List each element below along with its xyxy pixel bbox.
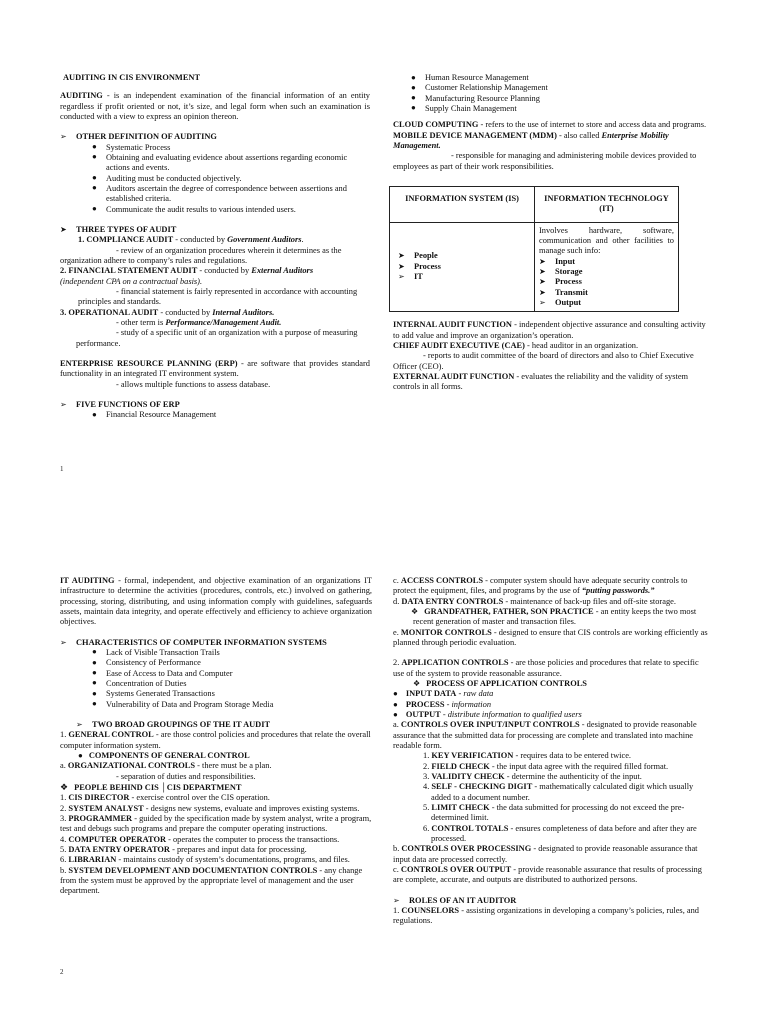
input-check: 1. KEY VERIFICATION - requires data to be entered twice. bbox=[423, 751, 632, 761]
fs-audit: 2. FINANCIAL STATEMENT AUDIT - conducted by External Auditors bbox=[60, 266, 314, 276]
cae-def: CHIEF AUDIT EXECUTIVE (CAE) - head auditor in an organization. bbox=[393, 340, 639, 350]
auditing-definition: AUDITING - is an independent examination of the financial information of an entity regardless if profit oriented or not, it’s size, and legal form when such an examination is conducted with a view to express an opinion thereon. bbox=[60, 91, 370, 121]
input-check: 5. LIMIT CHECK - the data submitted for processing do not exceed the pre-determined limit. bbox=[423, 802, 685, 823]
external-audit-function: EXTERNAL AUDIT FUNCTION - evaluates the reliability and the validity of system controls in all forms. bbox=[393, 371, 689, 392]
people-heading: ❖ PEOPLE BEHIND CIS │CIS DEPARTMENT bbox=[60, 781, 242, 792]
people-item: 2. SYSTEM ANALYST - designs new systems, evaluate and improves existing systems. bbox=[60, 803, 360, 813]
list-item: ● Supply Chain Management bbox=[411, 104, 708, 114]
mdm-def-2: - responsible for managing and administering mobile devices provided to employees as part of their work responsibilities. bbox=[393, 151, 697, 171]
people-item: 1. CIS DIRECTOR - exercise control over the CIS operation. bbox=[60, 793, 270, 803]
operational-audit-other: - other term is Performance/Management Audit. bbox=[116, 317, 282, 327]
page-number: 2 bbox=[60, 968, 64, 976]
other-definitions-heading: ➢ OTHER DEFINITION OF AUDITING bbox=[60, 132, 217, 142]
it-item: Transmit bbox=[555, 287, 588, 297]
erp-definition: ENTERPRISE RESOURCE PLANNING (ERP) - are software that provides standard functionality in an integrated IT environment system. bbox=[60, 358, 370, 379]
data-entry-controls: d. DATA ENTRY CONTROLS - maintenance of back-up files and off-site storage. bbox=[393, 596, 676, 606]
two-groupings-heading: ➢ TWO BROAD GROUPINGS OF THE IT AUDIT bbox=[76, 719, 271, 729]
operational-audit: 3. OPERATIONAL AUDIT - conducted by Internal Auditors. bbox=[60, 307, 275, 317]
it-item: Process bbox=[555, 277, 582, 287]
people-item: 6. LIBRARIAN - maintains custody of system’s documentations, programs, and files. bbox=[60, 855, 350, 865]
page1-right-column bbox=[393, 73, 708, 393]
compliance-audit: 1. COMPLIANCE AUDIT - conducted by Government Auditors. bbox=[78, 235, 304, 245]
process-item: ● PROCESS - information bbox=[393, 699, 492, 709]
list-item: ● Concentration of Duties bbox=[92, 679, 372, 689]
cae-def-2: - reports to audit committee of the board of directors and also to Chief Executive Officer (CEO). bbox=[393, 351, 694, 371]
list-item: ● Auditors ascertain the degree of correspondence between assertions and established criteria. bbox=[92, 184, 370, 205]
five-functions-list bbox=[60, 410, 370, 420]
characteristics-heading: ➢ CHARACTERISTICS OF COMPUTER INFORMATION SYSTEMS bbox=[60, 637, 327, 647]
it-item: Storage bbox=[555, 266, 583, 276]
gfs-practice: ❖ GRANDFATHER, FATHER, SON PRACTICE - an entity keeps the two most recent generation of master and transaction files. bbox=[411, 606, 697, 627]
access-controls: c. ACCESS CONTROLS - computer system should have adequate security controls to protect the equipment, files, and programs by the use of “putting passwords.” bbox=[393, 576, 688, 596]
list-item: ● Obtaining and evaluating evidence about assertions regarding economic actions and events. bbox=[92, 153, 370, 174]
it-auditing-def: IT AUDITING - formal, independent, and objective examination of an organizations IT infrastructure to determine the activities (procedures, controls, etc.) involved on gathering, processing, storing, distributing, and using information comply with guidelines, safeguards assets, maintain data integrity, and operate effectively and efficiency to achieve organization objectives. bbox=[60, 576, 373, 627]
fs-audit-paren: (independent CPA on a contractual basis). bbox=[60, 276, 203, 286]
list-item: ● Financial Resource Management bbox=[92, 410, 370, 420]
section-title: AUDITING IN CIS ENVIRONMENT bbox=[63, 73, 201, 82]
input-check: 6. CONTROL TOTALS - ensures completeness of data before and after they are processed. bbox=[423, 823, 697, 843]
is-items-cell: ➤ People ➤ Process ➢ IT bbox=[390, 222, 535, 312]
operational-audit-desc: - study of a specific unit of an organization with a purpose of measuring performance. bbox=[76, 328, 358, 348]
org-controls: a. ORGANIZATIONAL CONTROLS - there must be a plan. bbox=[60, 761, 272, 771]
is-item: People bbox=[414, 251, 438, 261]
roles-counselors: 1. COUNSELORS - assisting organizations in developing a company’s policies, rules, and regulations. bbox=[393, 905, 699, 926]
cloud-computing-def: CLOUD COMPUTING - refers to the use of internet to store and access data and programs. bbox=[393, 120, 707, 130]
input-check: 4. SELF - CHECKING DIGIT - mathematically calculated digit which usually added to a document number. bbox=[423, 782, 694, 802]
input-check: 2. FIELD CHECK - the input data agree with the required filled format. bbox=[423, 761, 669, 771]
list-item: ● Auditing must be conducted objectively. bbox=[92, 174, 370, 184]
roles-heading: ➢ ROLES OF AN IT AUDITOR bbox=[393, 895, 517, 905]
characteristics-list bbox=[60, 648, 372, 710]
output-controls: c. CONTROLS OVER OUTPUT - provide reasonable assurance that results of processing are complete, accurate, and outputs are distributed to authorized persons. bbox=[393, 864, 702, 885]
list-item: ● Human Resource Management bbox=[411, 73, 708, 83]
system-dev-controls: b. SYSTEM DEVELOPMENT AND DOCUMENTATION CONTROLS - any change from the system must be approved by the appropriate level of management and the user department. bbox=[60, 865, 363, 896]
it-items-cell: Involves hardware, software, communication and other facilities to manage such info: ➤ Input ➤ Storage ➤ Process ➤ Transmit ➢ Output bbox=[535, 222, 679, 312]
processing-controls: b. CONTROLS OVER PROCESSING - designated to provide reasonable assurance that input data are processed correctly. bbox=[393, 844, 698, 864]
mdm-def: MOBILE DEVICE MANAGEMENT (MDM) - also called Enterprise Mobility Management. bbox=[393, 130, 669, 150]
it-item: Input bbox=[555, 256, 576, 266]
fs-audit-desc: - financial statement is fairly represented in accordance with accounting principles and standards. bbox=[78, 286, 358, 307]
is-item: Process bbox=[414, 261, 441, 271]
list-item: ● Systems Generated Transactions bbox=[92, 689, 372, 699]
list-item: ● Systematic Process bbox=[92, 143, 370, 153]
it-item: Output bbox=[555, 297, 582, 307]
input-checks-list bbox=[393, 751, 708, 844]
list-item: ● Communicate the audit results to various intended users. bbox=[92, 205, 370, 215]
is-header: INFORMATION SYSTEM (IS) bbox=[390, 186, 535, 222]
list-item: ● Customer Relationship Management bbox=[411, 83, 708, 93]
process-item: ● OUTPUT - distribute information to qualified users bbox=[393, 709, 582, 719]
org-controls-2: - separation of duties and responsibilities. bbox=[116, 771, 256, 781]
application-controls: 2. APPLICATION CONTROLS - are those policies and procedures that relate to specific use of the system to provide reasonable assurance. bbox=[393, 658, 699, 678]
process-item: ● INPUT DATA - raw data bbox=[393, 689, 494, 699]
other-definitions-list bbox=[60, 143, 370, 215]
list-item: ● Ease of Access to Data and Computer bbox=[92, 669, 372, 679]
list-item: ● Manufacturing Resource Planning bbox=[411, 94, 708, 104]
people-item: 5. DATA ENTRY OPERATOR - prepares and input data for processing. bbox=[60, 844, 307, 854]
input-controls: a. CONTROLS OVER INPUT/INPUT CONTROLS - designated to provide reasonable assurance that the submitted data for processing are complete and translated into machine readable form. bbox=[393, 720, 697, 750]
people-item: 3. PROGRAMMER - guided by the specification made by system analyst, write a program, test and debugs such programs and prepare the computer operating instructions. bbox=[60, 813, 372, 834]
general-control-def: 1. GENERAL CONTROL - are those control policies and procedures that relate the overall computer information system. bbox=[60, 730, 371, 750]
is-item: IT bbox=[414, 272, 423, 282]
page-number: 1 bbox=[60, 465, 64, 473]
three-types-heading: ➤ THREE TYPES OF AUDIT bbox=[60, 224, 177, 234]
list-item: ● Lack of Visible Transaction Trails bbox=[92, 648, 372, 658]
list-item: ● Consistency of Performance bbox=[92, 658, 372, 668]
page2-left-column bbox=[60, 576, 372, 897]
process-heading: ❖ PROCESS OF APPLICATION CONTROLS bbox=[413, 678, 587, 688]
internal-audit-function: INTERNAL AUDIT FUNCTION - independent objective assurance and consulting activity to add value and improve an organization’s operation. bbox=[393, 320, 706, 340]
erp-functions-continued bbox=[393, 73, 708, 114]
compliance-audit-desc: - review of an organization procedures wherein it determines as the organization adhere to company’s rules and regulations. bbox=[60, 245, 342, 265]
input-check: 3. VALIDITY CHECK - determine the authenticity of the input. bbox=[423, 771, 642, 781]
page2-right-column bbox=[393, 576, 708, 927]
it-desc: Involves hardware, software, communication and other facilities to manage such info: bbox=[539, 225, 674, 256]
it-header: INFORMATION TECHNOLOGY (IT) bbox=[535, 186, 679, 222]
monitor-controls: e. MONITOR CONTROLS - designed to ensure that CIS controls are working efficiently as planned through periodic evaluation. bbox=[393, 627, 708, 647]
is-it-table bbox=[389, 186, 679, 312]
erp-definition-2: - allows multiple functions to assess database. bbox=[116, 379, 271, 389]
components-heading: ● COMPONENTS OF GENERAL CONTROL bbox=[78, 750, 250, 760]
list-item: ● Vulnerability of Data and Program Storage Media bbox=[92, 700, 372, 710]
five-functions-heading: ➢ FIVE FUNCTIONS OF ERP bbox=[60, 399, 180, 409]
people-item: 4. COMPUTER OPERATOR - operates the computer to process the transactions. bbox=[60, 834, 340, 844]
page1-left-column bbox=[60, 73, 370, 421]
